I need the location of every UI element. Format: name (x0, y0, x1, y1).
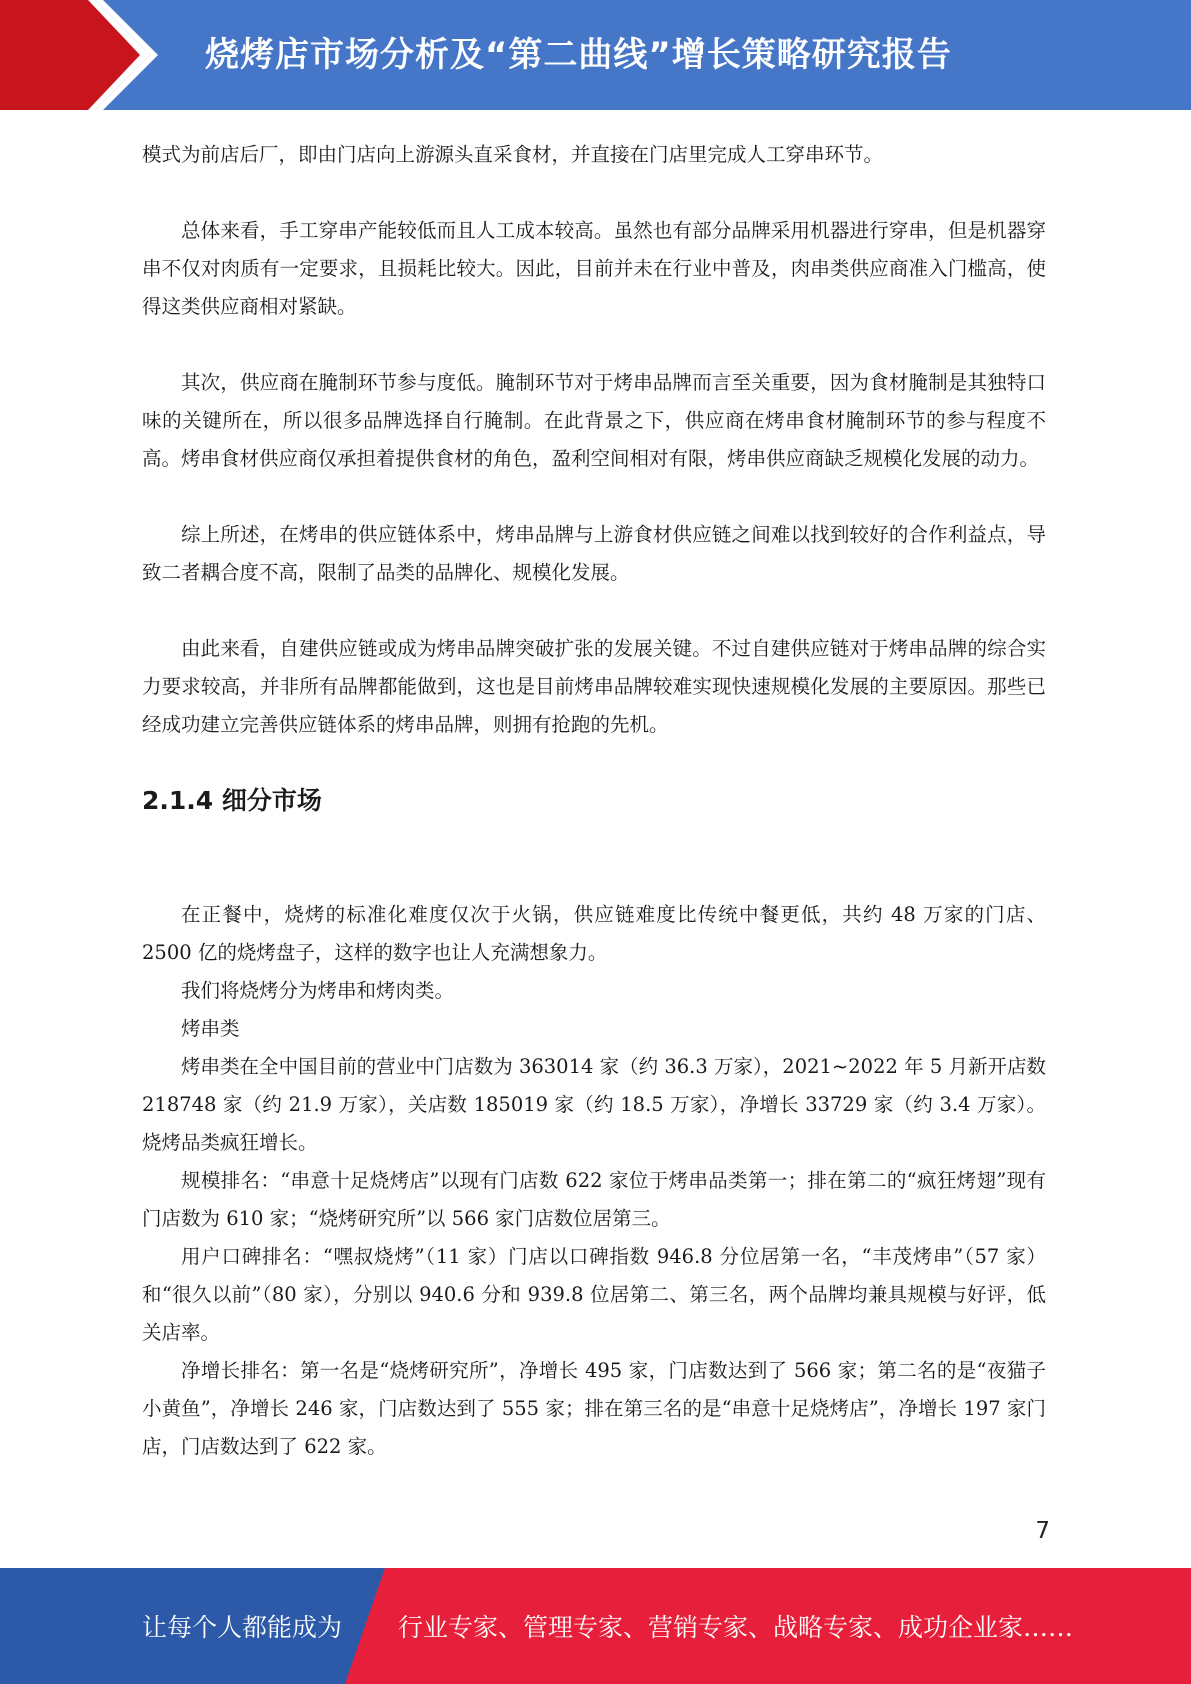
paragraph: 总体来看，手工穿串产能较低而且人工成本较高。虽然也有部分品牌采用机器进行穿串，但是机器穿串不仅对肉质有一定要求，且损耗比较大。因此，目前并未在行业中普及，肉串类供应商准入门槛高，使得这类供应商相对紧缺。 (142, 219, 1046, 318)
paragraph: 在正餐中，烧烤的标准化难度仅次于火锅，供应链难度比传统中餐更低，共约 48 万家的门店、2500 亿的烧烤盘子，这样的数字也让人充满想象力。 (142, 903, 1046, 964)
paragraph: 其次，供应商在腌制环节参与度低。腌制环节对于烤串品牌而言至关重要，因为食材腌制是其独特口味的关键所在，所以很多品牌选择自行腌制。在此背景之下，供应商在烤串食材腌制环节的参与程度不高。烤串食材供应商仅承担着提供食材的角色，盈利空间相对有限，烤串供应商缺乏规模化发展的动力。 (142, 371, 1046, 470)
paragraph: 烤串类在全中国目前的营业中门店数为 363014 家（约 36.3 万家），2021~2022 年 5 月新开店数 218748 家（约 21.9 万家），关店数 185019 家（约 18.5 万家），净增长 33729 家（约 3.4 万家）。烧烤品类疯狂增长。 (142, 1055, 1046, 1154)
document-body (142, 136, 1046, 1466)
paragraph: 由此来看，自建供应链或成为烤串品牌突破扩张的发展关键。不过自建供应链对于烤串品牌的综合实力要求较高，并非所有品牌都能做到，这也是目前烤串品牌较难实现快速规模化发展的主要原因。那些已经成功建立完善供应链体系的烤串品牌，则拥有抢跑的先机。 (142, 637, 1046, 736)
page-number: 7 (1035, 1518, 1050, 1544)
paragraph: 模式为前店后厂，即由门店向上游源头直采食材，并直接在门店里完成人工穿串环节。 (142, 143, 884, 166)
page-footer (0, 1568, 1191, 1684)
section-heading: 2.1.4 细分市场 (142, 786, 322, 815)
paragraph: 我们将烧烤分为烤串和烤肉类。 (181, 979, 455, 1002)
footer-slogan-right: 行业专家、管理专家、营销专家、战略专家、成功企业家…… (398, 1613, 1074, 1642)
paragraph: 规模排名：“串意十足烧烤店”以现有门店数 622 家位于烤串品类第一；排在第二的“疯狂烤翅”现有门店数为 610 家；“烧烤研究所”以 566 家门店数位居第三。 (142, 1169, 1046, 1230)
footer-slogan-left: 让每个人都能成为 (142, 1613, 343, 1642)
paragraph: 综上所述，在烤串的供应链体系中，烤串品牌与上游食材供应链之间难以找到较好的合作利益点，导致二者耦合度不高，限制了品类的品牌化、规模化发展。 (142, 523, 1046, 584)
paragraph: 用户口碑排名：“嘿叔烧烤”（11 家）门店以口碑指数 946.8 分位居第一名，“丰茂烤串”（57 家）和“很久以前”（80 家），分别以 940.6 分和 939.8 位居第二、第三名，两个品牌均兼具规模与好评，低关店率。 (142, 1245, 1046, 1344)
header-chevron-decoration (0, 0, 160, 110)
page-header (0, 0, 1191, 110)
report-title: 烧烤店市场分析及“第二曲线”增长策略研究报告 (205, 35, 952, 75)
subheading-label: 烤串类 (181, 1017, 240, 1040)
paragraph: 净增长排名：第一名是“烧烤研究所”，净增长 495 家，门店数达到了 566 家；第二名的是“夜猫子小黄鱼”，净增长 246 家，门店数达到了 555 家；排在第三名的是“串意十足烧烤店”，净增长 197 家门店，门店数达到了 622 家。 (142, 1359, 1046, 1458)
